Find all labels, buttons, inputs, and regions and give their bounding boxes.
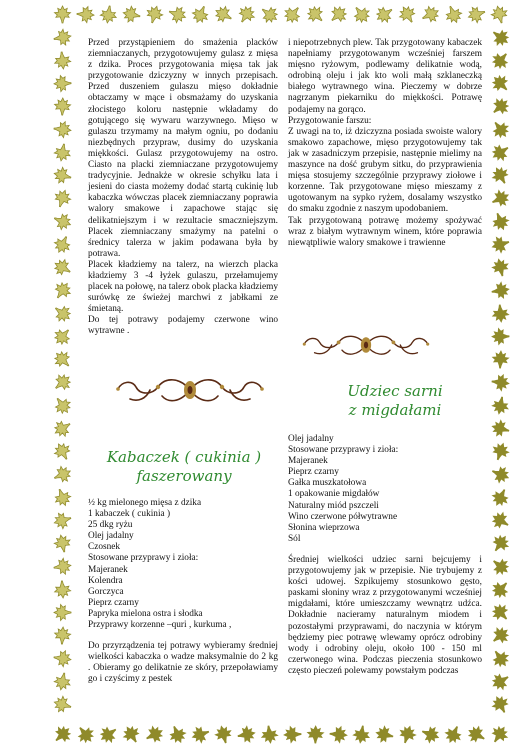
maple-leaf-icon: [213, 724, 233, 744]
maple-leaf-icon: [52, 211, 72, 231]
ingredients-list: [288, 434, 482, 545]
paragraph: Z uwagi na to, iż dziczyzna posiada swoiste walory smakowo zapachowe, mięso przygotowujemy tak jak w zasadniczym przepisie, następnie mielimy na maszynce na dość grubym sitku, do przyprawienia mięsa stosujemy szczególnie przyprawy ziołowe i korzenne. Tak przygotowane mięso mieszamy z ugotowanym na sypko ryżem, dosalamy wszystko do smaku zgodnie z naszym upodobaniem.: [288, 126, 482, 215]
maple-leaf-icon: [490, 326, 510, 346]
maple-leaf-icon: [490, 579, 510, 599]
maple-leaf-icon: [490, 694, 510, 714]
recipe-title-kabaczek: [96, 448, 272, 486]
maple-leaf-icon: [328, 4, 348, 24]
maple-leaf-icon: [52, 50, 72, 70]
recipe-method: Średniej wielkości udziec sarni bejcujemy i przygotowujemy jak w przepisie. Nie trybujemy z kości udowej. Szpikujemy stosunkowo gęsto, paskami słoniny wraz z przygotowanymi wcześniej migdałami, które umieszczamy wewnątrz udźca. Dokładnie nacieramy naturalnym miodem i pozostałymi przyprawami, do naczynia w którym będziemy piec potrawę wlewamy oprócz odrobiny wody i odrobiny oleju, około 100 - 150 ml czerwonego wina. Podczas pieczenia stosunkowo często pieczeń polewamy powstałym podczas: [288, 554, 482, 676]
maple-leaf-icon: [167, 4, 187, 24]
maple-leaf-icon: [490, 602, 510, 622]
maple-leaf-icon: [52, 234, 72, 254]
maple-leaf-icon: [490, 280, 510, 300]
maple-leaf-icon: [259, 4, 279, 24]
maple-leaf-icon: [374, 4, 394, 24]
maple-leaf-icon: [466, 724, 486, 744]
maple-leaf-icon: [52, 303, 72, 323]
maple-leaf-icon: [490, 349, 510, 369]
title-line: Kabaczek ( cukinia ): [106, 448, 262, 466]
maple-leaf-icon: [443, 4, 463, 24]
maple-leaf-icon: [52, 349, 72, 369]
maple-leaf-icon: [490, 50, 510, 70]
maple-leaf-icon: [52, 579, 72, 599]
maple-leaf-icon: [52, 625, 72, 645]
maple-leaf-icon: [490, 395, 510, 415]
maple-leaf-icon: [52, 73, 72, 93]
maple-leaf-icon: [490, 510, 510, 530]
ingredient: Papryka mielona ostra i słodka: [88, 608, 203, 619]
ingredient: Stosowane przyprawy i zioła:: [288, 445, 399, 456]
recipe-title-udziec: [320, 382, 470, 420]
maple-leaf-icon: [121, 4, 141, 24]
ingredient: 1 kabaczek ( cukinia ): [88, 509, 171, 520]
maple-leaf-icon: [52, 724, 72, 744]
ingredient: Olej jadalny: [88, 531, 134, 542]
maple-leaf-icon: [490, 96, 510, 116]
paragraph: Przed przystąpieniem do smażenia placków ziemniaczanych, przygotowujemy gulasz z mięsa z dzika. Proces przygotowania mięsa tak jak przygotowanie dziczyzny w innych przepisach. Przed duszeniem gulaszu mięso dokładnie obtaczamy w mące i obsmażamy do uzyskania złocistego koloru następnie wkładamy do gotującego się wywaru warzywnego. Mięso w gulaszu trzymamy na małym ogniu, po dodaniu niezbędnych przypraw, dusimy do uzyskania miękkości. Gulasz przygotowujemy na ostro. Ciasto na placki ziemniaczane przygotowujemy tradycyjnie. Jednakże w okresie schyłku lata i jesieni do ciasta możemy dodać startą cukinię lub kabaczka wówczas placek ziemniaczany poprawia walory smakowe i zapachowe stając się delikatniejszym i w rezultacie smaczniejszym. Placek ziemniaczany smażymy na patelni o średnicy talerza w jakim podawana była by potrawa.: [88, 38, 278, 259]
ingredients-list: [88, 498, 278, 631]
title-line: z migdałami: [348, 401, 442, 419]
ingredient: Naturalny miód pszczeli: [288, 500, 379, 511]
maple-leaf-icon: [121, 724, 141, 744]
ingredient: Majeranek: [88, 564, 128, 575]
paragraph: Tak przygotowaną potrawę możemy spożywać wraz z białym wytrawnym winem, które poprawia niewątpliwie walory smakowe i trawienne: [288, 215, 482, 248]
maple-leaf-icon: [190, 724, 210, 744]
maple-leaf-icon: [52, 142, 72, 162]
maple-leaf-icon: [52, 119, 72, 139]
maple-leaf-icon: [144, 4, 164, 24]
left-column-text: [88, 38, 278, 338]
maple-leaf-icon: [305, 724, 325, 744]
ingredient: Gałka muszkatołowa: [288, 478, 367, 489]
maple-leaf-icon: [52, 4, 72, 24]
maple-leaf-icon: [466, 4, 486, 24]
maple-leaf-icon: [490, 119, 510, 139]
maple-leaf-icon: [167, 724, 187, 744]
ingredient: Pieprz czarny: [88, 597, 139, 608]
maple-leaf-icon: [52, 556, 72, 576]
maple-leaf-icon: [490, 257, 510, 277]
maple-leaf-icon: [52, 464, 72, 484]
scroll-flourish-icon: [110, 369, 270, 411]
ingredient: Czosnek: [88, 542, 121, 553]
maple-leaf-icon: [282, 724, 302, 744]
maple-leaf-icon: [490, 188, 510, 208]
maple-leaf-icon: [490, 27, 510, 47]
maple-leaf-icon: [351, 724, 371, 744]
right-column-text: [288, 38, 482, 249]
maple-leaf-icon: [397, 4, 417, 24]
paragraph: Do tej potrawy podajemy czerwone wino wytrawne .: [88, 315, 278, 337]
maple-leaf-icon: [98, 724, 118, 744]
ingredient: 1 opakowanie migdałów: [288, 489, 380, 500]
ingredient: Gorczyca: [88, 586, 124, 597]
maple-leaf-icon: [490, 533, 510, 553]
maple-leaf-icon: [98, 4, 118, 24]
maple-leaf-icon: [52, 602, 72, 622]
udziec-recipe: [288, 434, 482, 677]
maple-leaf-icon: [236, 724, 256, 744]
maple-leaf-icon: [328, 724, 348, 744]
ingredient: ½ kg mielonego mięsa z dzika: [88, 498, 202, 508]
title-line: faszerowany: [136, 467, 232, 485]
maple-leaf-icon: [52, 27, 72, 47]
maple-leaf-icon: [490, 165, 510, 185]
maple-leaf-icon: [52, 257, 72, 277]
scroll-flourish-icon: [296, 327, 436, 363]
ingredient: Stosowane przyprawy i zioła:: [88, 553, 199, 564]
maple-leaf-icon: [490, 441, 510, 461]
maple-leaf-icon: [490, 464, 510, 484]
maple-leaf-icon: [75, 724, 95, 744]
maple-leaf-icon: [490, 142, 510, 162]
ingredient: Przyprawy korzenne –quri , kurkuma ,: [88, 620, 232, 631]
maple-leaf-icon: [75, 4, 95, 24]
maple-leaf-icon: [374, 724, 394, 744]
maple-leaf-icon: [236, 4, 256, 24]
maple-leaf-icon: [52, 441, 72, 461]
maple-leaf-icon: [351, 4, 371, 24]
maple-leaf-icon: [52, 395, 72, 415]
ingredient: Wino czerwone półwytrawne: [288, 511, 398, 522]
maple-leaf-icon: [52, 280, 72, 300]
maple-leaf-icon: [52, 188, 72, 208]
maple-leaf-icon: [490, 372, 510, 392]
section-heading: Przygotowanie farszu:: [288, 115, 372, 126]
maple-leaf-icon: [490, 303, 510, 323]
ingredient: Sól: [288, 533, 301, 544]
maple-leaf-icon: [52, 418, 72, 438]
maple-leaf-icon: [490, 556, 510, 576]
kabaczek-recipe: [88, 498, 278, 686]
maple-leaf-icon: [52, 372, 72, 392]
maple-leaf-icon: [52, 165, 72, 185]
maple-leaf-icon: [490, 234, 510, 254]
maple-leaf-icon: [213, 4, 233, 24]
ingredient: Pieprz czarny: [288, 467, 339, 478]
paragraph: Placek kładziemy na talerz, na wierzch placka kładziemy 3 -4 łyżek gulaszu, przełamujemy placek na połowę, na talerz obok placka kładziemy surówkę ze świeżej marchwi z jabłkami ze śmietaną.: [88, 259, 278, 315]
maple-leaf-icon: [489, 4, 509, 24]
maple-leaf-icon: [443, 724, 463, 744]
maple-leaf-icon: [190, 4, 210, 24]
maple-leaf-icon: [52, 510, 72, 530]
maple-leaf-icon: [305, 4, 325, 24]
ingredient: Olej jadalny: [288, 434, 334, 444]
maple-leaf-icon: [490, 487, 510, 507]
maple-leaf-icon: [259, 724, 279, 744]
maple-leaf-icon: [52, 533, 72, 553]
ingredient: Kolendra: [88, 575, 123, 586]
maple-leaf-icon: [490, 625, 510, 645]
maple-leaf-icon: [52, 96, 72, 116]
maple-leaf-icon: [490, 418, 510, 438]
maple-leaf-icon: [420, 4, 440, 24]
maple-leaf-icon: [52, 487, 72, 507]
recipe-method: Do przyrządzenia tej potrawy wybieramy średniej wielkości kabaczka o wadze maksymalnie do 2 kg . Obieramy go delikatnie ze skóry, przepoławiamy go i czyścimy z pestek: [88, 641, 278, 685]
maple-leaf-icon: [144, 724, 164, 744]
ingredient: Słonina wieprzowa: [288, 522, 360, 533]
maple-leaf-icon: [420, 724, 440, 744]
maple-leaf-icon: [489, 724, 509, 744]
maple-leaf-icon: [52, 326, 72, 346]
maple-leaf-icon: [490, 211, 510, 231]
maple-leaf-icon: [490, 73, 510, 93]
title-line: Udziec sarni: [347, 382, 443, 400]
maple-leaf-icon: [282, 4, 302, 24]
ingredient: 25 dkg ryżu: [88, 520, 133, 531]
ingredient: Majeranek: [288, 456, 328, 467]
paragraph: i niepotrzebnych plew. Tak przygotowany kabaczek napełniamy przygotowanym wcześniej farszem mięsno ryżowym, podlewamy delikatnie wodą, odrobiną oleju i jak kto woli małą szklaneczką białego wytrawnego wina. Pieczemy w dobrze nagrzanym piekarniku do miękkości. Potrawę podajemy na gorąco.: [288, 38, 482, 115]
maple-leaf-icon: [397, 724, 417, 744]
maple-leaf-icon: [490, 648, 510, 668]
maple-leaf-icon: [490, 671, 510, 691]
